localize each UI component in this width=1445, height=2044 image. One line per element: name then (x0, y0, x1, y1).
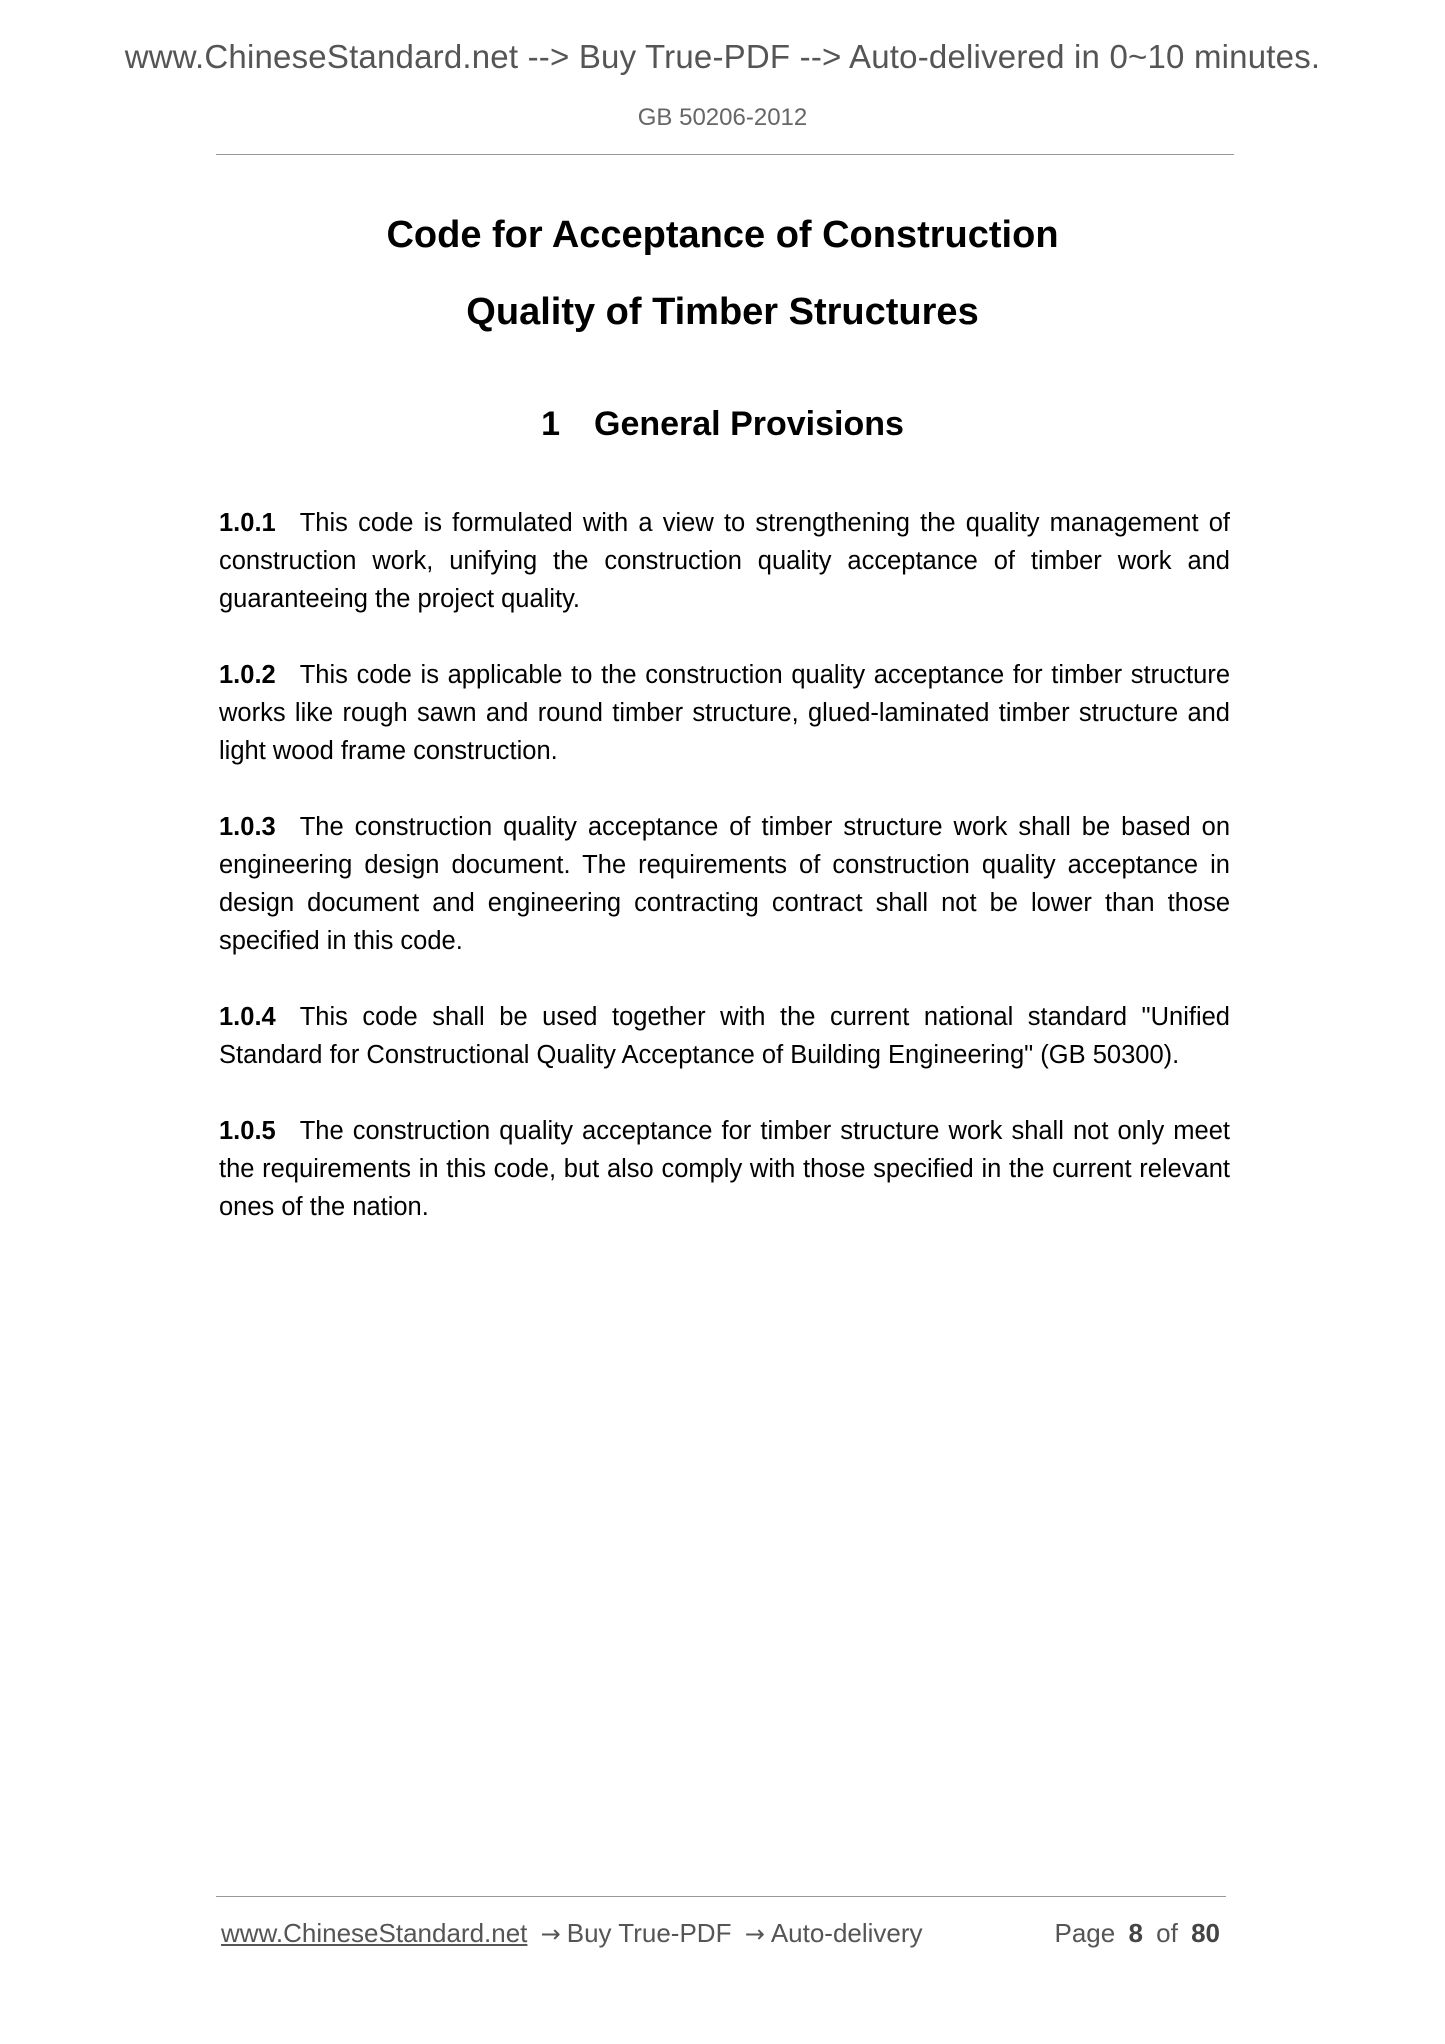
right-arrow-icon: → (540, 1920, 561, 1948)
page-label: Page (1054, 1918, 1116, 1948)
clause-text: The construction quality acceptance of timber structure work shall be based on engineering design document. The requirements of construction quality acceptance in design document and engineering contracting contract shall not be lower than those specified in this code. (219, 813, 1230, 955)
clause-1-0-3 (219, 808, 1230, 960)
page-indicator (1054, 1918, 1226, 1949)
clause-1-0-5 (219, 1112, 1230, 1226)
clause-text: This code shall be used together with the current national standard "Unified Standard for Constructional Quality Acceptance of Building Engineering" (GB 50300). (219, 1003, 1230, 1069)
section-title: General Provisions (594, 405, 904, 443)
document-code: GB 50206-2012 (637, 104, 808, 131)
section-number: 1 (541, 405, 560, 443)
clause-text: This code is applicable to the construction quality acceptance for timber structure works like rough sawn and round timber structure, glued-laminated timber structure and light wood frame construction. (219, 661, 1230, 765)
document-title-line-1: Code for Acceptance of Construction (386, 214, 1059, 256)
footer-site-link[interactable]: www.ChineseStandard.net (221, 1918, 528, 1948)
of-label: of (1156, 1918, 1178, 1948)
top-banner: www.ChineseStandard.net --> Buy True-PDF --> Auto-delivered in 0~10 minutes. (124, 38, 1321, 75)
footer-auto-text: Auto-delivery (770, 1918, 923, 1948)
clause-number: 1.0.1 (219, 509, 276, 537)
page-current: 8 (1128, 1918, 1143, 1948)
footer-buy-text: Buy True-PDF (566, 1918, 732, 1948)
right-arrow-icon: → (744, 1920, 765, 1948)
header-divider (216, 154, 1234, 155)
clause-text: The construction quality acceptance for timber structure work shall not only meet the requirements in this code, but also comply with those specified in the current relevant ones of the nation. (219, 1117, 1230, 1221)
section-heading (0, 405, 1445, 444)
clause-1-0-2 (219, 656, 1230, 770)
document-title-line-2: Quality of Timber Structures (466, 291, 979, 333)
clause-text: This code is formulated with a view to strengthening the quality management of construction work, unifying the construction quality acceptance of timber work and guaranteeing the project quality. (219, 509, 1230, 613)
clause-number: 1.0.2 (219, 661, 276, 689)
clause-1-0-4 (219, 998, 1230, 1074)
clause-number: 1.0.3 (219, 813, 276, 841)
page-footer (221, 1918, 1226, 1949)
clause-number: 1.0.4 (219, 1003, 276, 1031)
page-total: 80 (1191, 1918, 1220, 1948)
clause-number: 1.0.5 (219, 1117, 276, 1145)
footer-divider (216, 1896, 1226, 1897)
clause-1-0-1 (219, 504, 1230, 618)
